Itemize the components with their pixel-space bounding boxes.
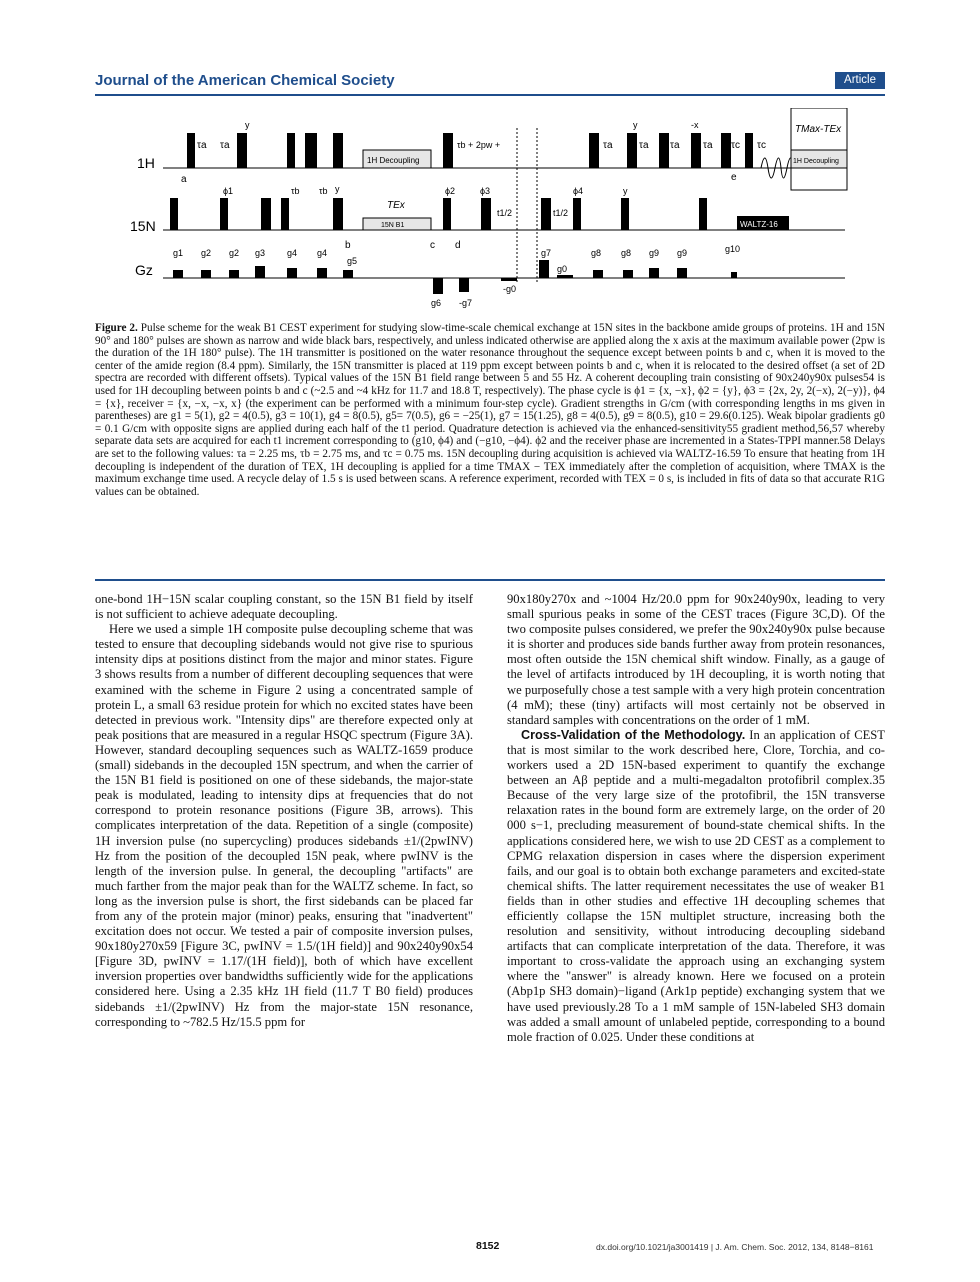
gradient-pulses [173,260,737,294]
tmax-label: TMax-TEx [795,124,842,135]
phi2-label: ϕ2 [445,186,456,196]
ta-label: τa [703,140,713,151]
gradient-pulse [557,275,573,278]
paragraph: one-bond 1H−15N scalar coupling constant, so the 15N B1 field by itself is not sufficient to achieve adequate decoupling. [95,592,473,622]
gradient-label: g10 [725,244,741,254]
gradient-label: g8 [621,248,632,258]
tex-label: TEx [387,200,405,211]
paragraph: In an application of CEST that is most similar to the work described here, Clore, Torchia, and co-workers used a 2D 15N-based experiment to quantify the exchange between an Aβ peptide and a multi-megadalton protofibril complex.35 Because of the very large size of the protofibril, the 15N transverse relaxation rates in the bound form are extremely large, on the order of 20 000 s−1, precluding measurement of bound-state chemical shifts. In the applications considered here, we wish to use 2D CEST as a complement to CPMG relaxation dispersion in cases where the dispersion experiment fails, and our goal is to obtain both exchange parameters and excited-state chemical shifts. The latter requirement necessitates the use of weaker B1 fields than in other studies and effective 1H decoupling schemes that efficiently collapse the 15N multiplet structure, increasing both the resolution and sensitivity, without introducing decoupling sideband artifacts that can complicate interpretation of the data. Therefore, it was important to cross-validate the approach using an exchanging system where the "answer" is already known. Here we focused on a protein (Abp1p SH3 domain)−ligand (Ark1p peptide) exchanging system that we have used previously.28 To a 1 mM sample of 15N-labeled SH3 domain was added a small amount of unlabeled peptide, corresponding to a bound mole fraction of 0.025. Under these conditions at [507,727,885,1044]
phase-label: y [633,120,638,130]
ta-label: τa [603,140,613,151]
n-pulse [621,198,629,230]
h-pulse [721,133,731,168]
phi4-label: ϕ4 [573,186,584,196]
gradient-pulse [201,270,211,278]
section-divider [95,579,885,581]
t1-half-label: t1/2 [497,208,513,218]
gradient-pulse [623,270,633,278]
gradient-pulse [173,270,183,278]
gradient-pulse [501,278,517,281]
paragraph: Here we used a simple 1H composite pulse decoupling scheme that was tested to ensure that decoupling sidebands would not give rise to spurious intensity dips at positions distinct from the major and minor states. Figure 3 shows results from a number of different decoupling sequences that were examined with the scheme in Figure 2 using a concentrated sample of protein L, a small 63 residue protein for which no excited states have been detected in previous work. "Intensity dips" are therefore expected only at peak positions that are measured in a regular HSQC spectrum (Figure 3A). However, standard decoupling sequences such as WALTZ-1659 produce (small) sidebands in the decoupled 15N spectrum, and when the carrier of the 15N B1 field is positioned on one of these sidebands, the major-state peak is modulated, leading to intensity dips at frequencies that do not correspond to protein resonance positions (Figure 3B, arrows). This complicates interpretation of the data. Repetition of a single (composite) 1H inversion pulse (no supercycling) produces sidebands ±1/(2pwINV) Hz from the position of the decoupled 15N peak, where pwINV is the length of the inversion pulse. In general, the decoupling "artifacts" are much farther from the major peak than for the WALTZ scheme. In fact, so long as the inversion pulse is short, the first sidebands can be placed far from any of the protein major (minor) peaks, ensuring that "inadvertent" excitation does not occur. We tested a pair of composite inversion pulses, 90x180y270x59 [Figure 3C, pwINV = 1.5/(1H field)] and 90x240y90x54 [Figure 3D, pwINV = 1.17/(1H field)], both of which have excellent inversion properties over bandwidths sufficiently wide for the applications considered here. Using a 2.35 kHz 1H field (11.7 T B0 field) produces sidebands ±1/(2pwINV) Hz from the major-state 15N resonance, corresponding to ~782.5 Hz/15.5 ppm for [95,622,473,1029]
n-pulse [573,198,581,230]
waltz-label: WALTZ-16 [740,220,778,229]
n-pulse [481,198,491,230]
phase-label: -x [691,120,699,130]
gradient-label: g5 [347,256,358,266]
section-heading: Cross-Validation of the Methodology. [521,727,746,742]
n-pulse [699,198,707,230]
tb-2pw-label: τb + 2pw + [457,140,501,150]
t1-half-label: t1/2 [553,208,569,218]
h-pulse [627,133,637,168]
gradient-label: g4 [287,248,298,258]
n-pulse [443,198,451,230]
point-label: c [430,240,435,251]
point-label: a [181,174,187,185]
tb-label: τb [291,186,300,196]
gradient-label: g9 [649,248,660,258]
gradient-pulse [433,278,443,294]
gradient-label: g9 [677,248,688,258]
h-pulse [237,133,247,168]
gradient-pulse [255,266,265,278]
page-number: 8152 [476,1240,500,1252]
gradient-pulse [287,268,297,278]
phase-label: y [245,120,250,130]
n-pulse [220,198,228,230]
caption-text: Pulse scheme for the weak B1 CEST experiment for studying slow-time-scale chemical exchange at 15N sites in the backbone amide groups of proteins. 1H and 15N 90° and 180° pulses are shown as narrow and wide black bars, respectively, and unless indicated otherwise are applied along the x axis at the maximum available power (2pw is the duration of the 1H 180° pulse). The 1H transmitter is positioned on the water resonance throughout the sequence except between points b and c, when it is moved to the center of the amide region (8.4 ppm). Similarly, the 15N transmitter is placed at 119 ppm except between points b and c, when it is relocated to the desired offset (a set of 2D spectra are recorded with different offsets). Typical values of the 15N B1 field range between 5 and 55 Hz. A coherent decoupling train consisting of 90x240y90x pulses54 is used for 1H decoupling between points b and c (~2.5 and ~4 kHz for 11.7 and 18.8 T, respectively). The phase cycle is ϕ1 = {x, −x}, ϕ2 = {y}, ϕ3 = {2x, 2y, 2(−x), 2(−y)}, ϕ4 = {x}, receiver = {x, −x, −x, x} (the experiment can be performed with a minimum four-step cycle). Gradient strengths in G/cm (with corresponding lengths in ms given in parentheses) are g1 = 5(1), g2 = 4(0.5), g3 = 10(1), g4 = 8(0.5), g5= 7(0.5), g6 = −25(1), g7 = 15(1.25), g8 = 4(0.5), g9 = 8(0.5), g10 = 29.6(0.125). Weak bipolar gradients g0 = 0.1 G/cm with opposite signs are applied during each half of the t1 period. Quadrature detection is achieved via the enhanced-sensitivity55 gradient method,56,57 whereby separate data sets are acquired for each t1 increment corresponding to (g10, ϕ4) and (−g10, −ϕ4). ϕ2 and the receiver phase are incremented in a States-TPPI manner.58 Delays are set to the following values: τa = 2.25 ms, τb = 2.75 ms, and τc = 0.75 ms. 15N decoupling during acquisition is achieved via WALTZ-16.59 To ensure that heating from 1H decoupling is independent of the duration of TEX, 1H decoupling is applied for a time TMAX − TEX immediately after the completion of acquisition, where TMAX is the maximum exchange time used. A recycle delay of 1.5 s is used between scans. A reference experiment, recorded with TEX = 0 s, is included in fits of data so that accurate R1G values can be obtained. [95,322,886,498]
ta-label: τa [197,140,207,151]
gradient-pulse [731,272,737,278]
gradient-label: g2 [201,248,212,258]
journal-title: Journal of the American Chemical Society [95,72,395,89]
h-decoupling-label-2: 1H Decoupling [793,158,839,165]
n-pulse [541,198,551,230]
doi-link[interactable]: dx.doi.org/10.1021/ja3001419 | J. Am. Chem. Soc. 2012, 134, 8148−8161 [596,1242,874,1252]
n-b1-label: 15N B1 [381,222,405,229]
ta-label: τa [220,140,230,151]
tb-label: τb [319,186,328,196]
n-pulse [281,198,289,230]
gradient-pulse [677,268,687,278]
gradient-pulse [593,270,603,278]
left-column [95,592,473,1030]
h-pulse [659,133,669,168]
gradient-pulse [649,268,659,278]
pulse-sequence-diagram [125,108,855,318]
gradient-pulse [343,270,353,278]
gradient-label: g1 [173,248,184,258]
h-pulse [333,133,343,168]
ta-label: τa [639,140,649,151]
channel-15n: 15N [130,218,156,234]
h-pulse [589,133,599,168]
gradient-label: -g0 [503,284,517,294]
journal-header [95,72,885,96]
figure-label: Figure 2. [95,322,138,334]
point-label: d [455,240,461,251]
gradient-pulse [459,278,469,292]
gradient-label: g4 [317,248,328,258]
phase-label: y [623,186,628,196]
figure-caption [95,322,885,498]
n-pulse [170,198,178,230]
phi3-label: ϕ3 [480,186,491,196]
h-pulse [305,133,317,168]
pulse-sequence-figure [125,108,855,318]
tc-label: τc [731,140,740,151]
gradient-label: g7 [541,248,552,258]
gradient-label: g6 [431,298,442,308]
section-tag: Article [835,72,885,89]
point-label: b [345,240,351,251]
n-pulse [333,198,343,230]
point-label: e [731,172,737,183]
gradient-label: g8 [591,248,602,258]
channel-gz: Gz [135,262,153,278]
h-pulse [443,133,453,168]
h-pulse [745,133,753,168]
channel-1h: 1H [137,155,155,171]
phase-label: y [335,184,340,194]
gradient-label: g2 [229,248,240,258]
gradient-label: g0 [557,264,568,274]
h-pulse [287,133,295,168]
h-decoupling-label: 1H Decoupling [367,156,420,165]
gradient-pulse [539,260,549,278]
n-pulse [261,198,271,230]
h-pulse [691,133,701,168]
phi1-label: ϕ1 [223,186,234,196]
gradient-label: g3 [255,248,266,258]
ta-label: τa [670,140,680,151]
tc-label: τc [757,140,766,151]
gradient-pulse [229,270,239,278]
paragraph: 90x180y270x and ~1004 Hz/20.0 ppm for 90x240y90x, leading to very small spurious peaks in some of the CEST traces (Figure 3C,D). Of the two composite pulses considered, we prefer the 90x240y90x pulse because it is shorter and produces side bands further away from protein resonances, most often outside the 15N chemical shift window. Finally, as a gauge of the level of artifacts introduced by 1H decoupling, it is worth noting that we purposefully chose a test sample with a very high protein concentration (4 mM); these (tiny) artifacts will most certainly not be observed in standard samples with concentrations on the order of 1 mM. [507,592,885,727]
right-column [507,592,885,1045]
gradient-pulse [317,268,327,278]
tmax-region [791,108,847,190]
gradient-label: -g7 [459,298,473,308]
h-pulse [187,133,195,168]
